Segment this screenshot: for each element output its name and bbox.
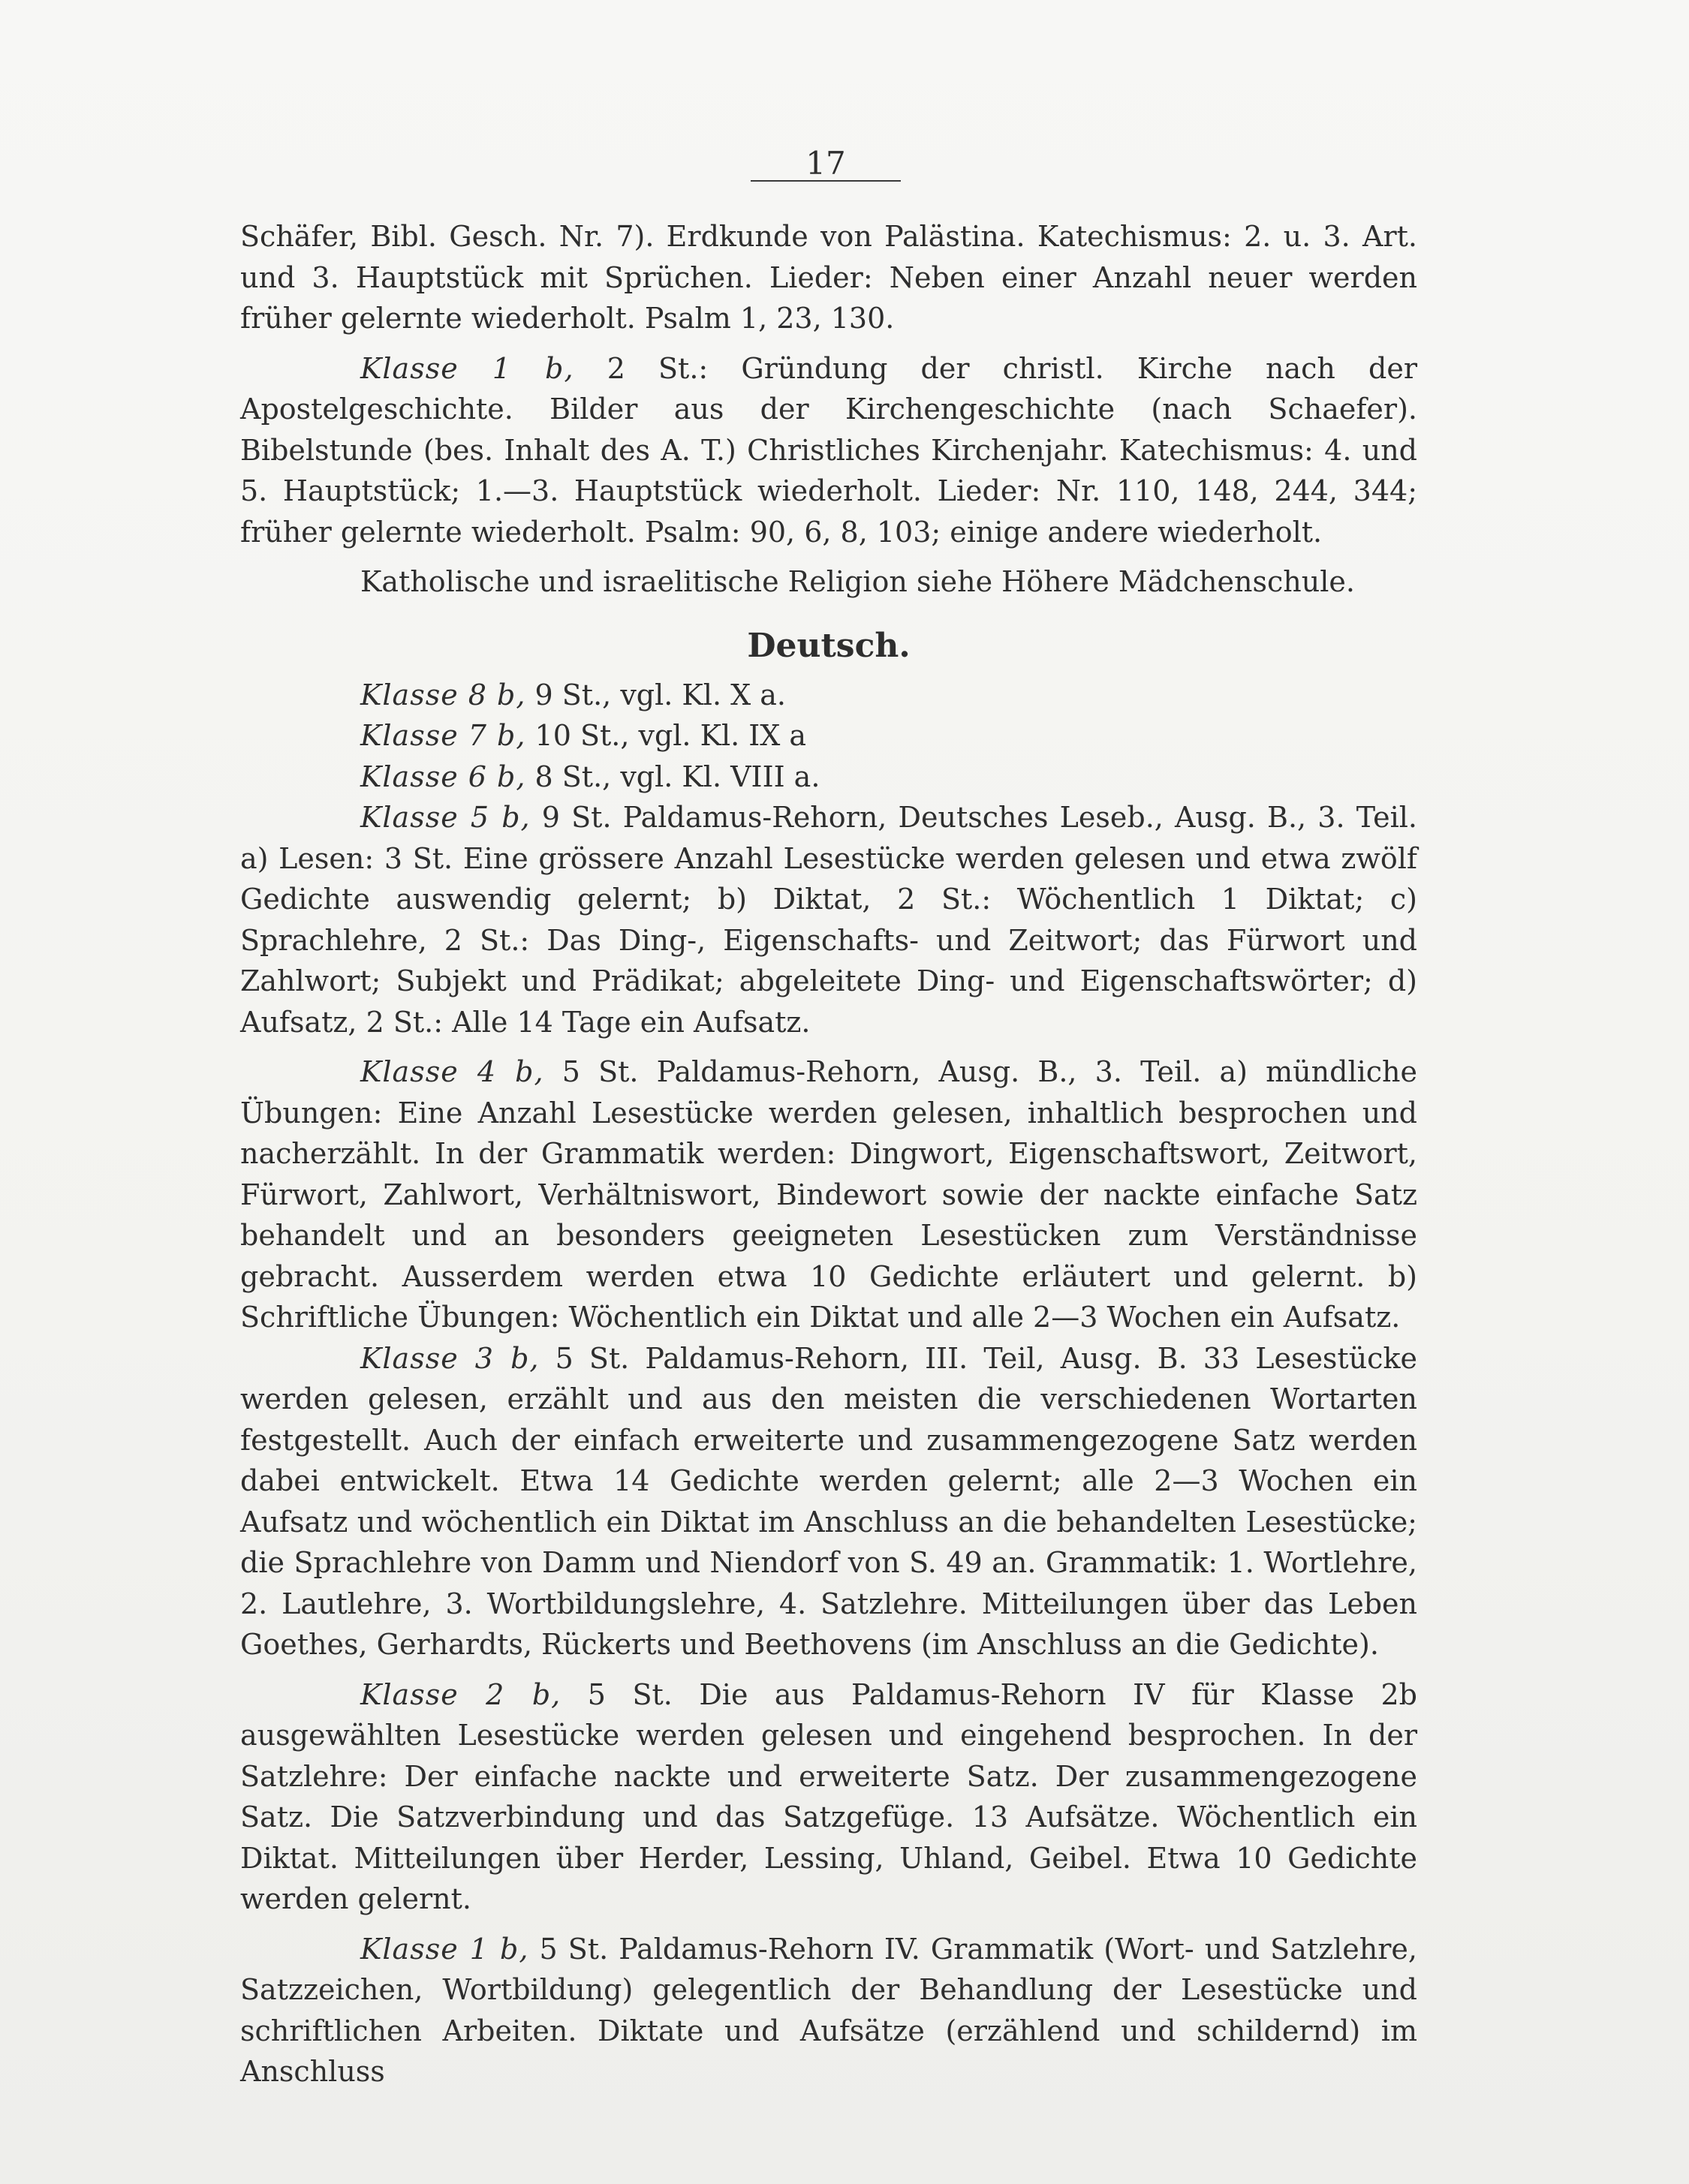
paragraph-text: 8 St., vgl. Kl. VIII a. [525,760,820,793]
klasse-label: Klasse 3 b, [360,1341,540,1375]
klasse-label: Klasse 2 b, [360,1677,561,1711]
paragraph-klasse-1b-deutsch [240,1929,1417,2092]
klasse-label: Klasse 6 b, [360,760,526,793]
klasse-label: Klasse 1 b, [360,351,574,385]
paragraph-text: 5 St. Paldamus-Rehorn IV. Grammatik (Wort- und Satzlehre, Satzzeichen, Wortbildung) gelegentlich der Behandlung der Lesestücke und schriftlichen Arbeiten. Diktate und Aufsätze (erzählend und schildernd) im Anschluss [240,1932,1417,2088]
paragraph-klasse-8b [240,675,1417,716]
paragraph-klasse-3b [240,1338,1417,1665]
paragraph-text: 5 St. Die aus Paldamus-Rehorn IV für Klasse 2b ausgewählten Lesestücke werden gelesen und eingehend besprochen. In der Satzlehre: Der einfache nackte und erweiterte Satz. Der zusammengezogene Satz. Die Satzverbindung und das Satzgefüge. 13 Aufsätze. Wöchentlich ein Diktat. Mitteilungen über Herder, Lessing, Uhland, Geibel. Etwa 10 Gedichte werden gelernt. [240,1677,1417,1915]
paragraph-religion-continued: Schäfer, Bibl. Gesch. Nr. 7). Erdkunde von Palästina. Katechismus: 2. u. 3. Art. und 3. Hauptstück mit Sprüchen. Lieder: Neben einer Anzahl neuer werden früher gelernte wiederholt. Psalm 1, 23, 130. [240,220,1417,335]
paragraph-other-religion: Katholische und israelitische Religion siehe Höhere Mädchenschule. [360,565,1355,598]
paragraph-text: 9 St. Paldamus-Rehorn, Deutsches Leseb., Ausg. B., 3. Teil. a) Lesen: 3 St. Eine grössere Anzahl Lesestücke werden gelesen und etwa zwölf Gedichte auswendig gelernt; b) Diktat, 2 St.: Wöchentlich 1 Diktat; c) Sprachlehre, 2 St.: Das Ding-, Eigenschafts- und Zeitwort; das Fürwort und Zahlwort; Subjekt und Prädikat; abgeleitete Ding- und Eigenschaftswörter; d) Aufsatz, 2 St.: Alle 14 Tage ein Aufsatz. [240,801,1417,1039]
klasse-label: Klasse 7 b, [360,719,526,752]
header-rule [751,180,901,182]
klasse-label: Klasse 4 b, [360,1055,544,1088]
paragraph-text: 9 St., vgl. Kl. X a. [525,678,786,711]
paragraph-text: 5 St. Paldamus-Rehorn, III. Teil, Ausg. B. 33 Lesestücke werden gelesen, erzählt und aus den meisten die verschiedenen Wortarten festgestellt. Auch der einfach erweiterte und zusammengezogene Satz werden dabei entwickelt. Etwa 14 Gedichte werden gelernt; alle 2—3 Wochen ein Aufsatz und wöchentlich ein Diktat im Anschluss an die behandelten Lesestücke; die Sprachlehre von Damm und Niendorf von S. 49 an. Grammatik: 1. Wortlehre, 2. Lautlehre, 3. Wortbildungslehre, 4. Satzlehre. Mitteilungen über das Leben Goethes, Gerhardts, Rückerts und Beethovens (im Anschluss an die Gedichte). [240,1341,1417,1661]
paragraph-text: 5 St. Paldamus-Rehorn, Ausg. B., 3. Teil. a) mündliche Übungen: Eine Anzahl Lesestücke werden gelesen, inhaltlich besprochen und nacherzählt. In der Grammatik werden: Dingwort, Eigenschaftswort, Zeitwort, Fürwort, Zahlwort, Verhältniswort, Bindewort sowie der nackte einfache Satz behandelt und an besonders geeigneten Lesestücken zum Verständnisse gebracht. Ausserdem werden etwa 10 Gedichte erläutert und gelernt. b) Schriftliche Übungen: Wöchentlich ein Diktat und alle 2—3 Wochen ein Aufsatz. [240,1055,1417,1334]
paragraph-klasse-5b [240,797,1417,1042]
paragraph-klasse-4b [240,1051,1417,1338]
page-body [240,216,1417,2092]
paragraph-klasse-6b [240,757,1417,798]
section-heading-deutsch: Deutsch. [747,626,911,665]
paragraph-klasse-2b [240,1674,1417,1920]
klasse-label: Klasse 1 b, [360,1932,529,1966]
paragraph-klasse-1b-religion [240,348,1417,553]
paragraph-text: 10 St., vgl. Kl. IX a [525,719,807,752]
paragraph-klasse-7b [240,715,1417,757]
page-number: 17 [805,145,846,182]
klasse-label: Klasse 8 b, [360,678,526,711]
klasse-label: Klasse 5 b, [360,801,531,834]
paragraph-text: 2 St.: Gründung der christl. Kirche nach der Apostelgeschichte. Bilder aus der Kirchengeschichte (nach Schaefer). Bibelstunde (bes. Inhalt des A. T.) Christliches Kirchenjahr. Katechismus: 4. und 5. Hauptstück; 1.—3. Hauptstück wiederholt. Lieder: Nr. 110, 148, 244, 344; früher gelernte wiederholt. Psalm: 90, 6, 8, 103; einige andere wiederholt. [240,351,1417,549]
